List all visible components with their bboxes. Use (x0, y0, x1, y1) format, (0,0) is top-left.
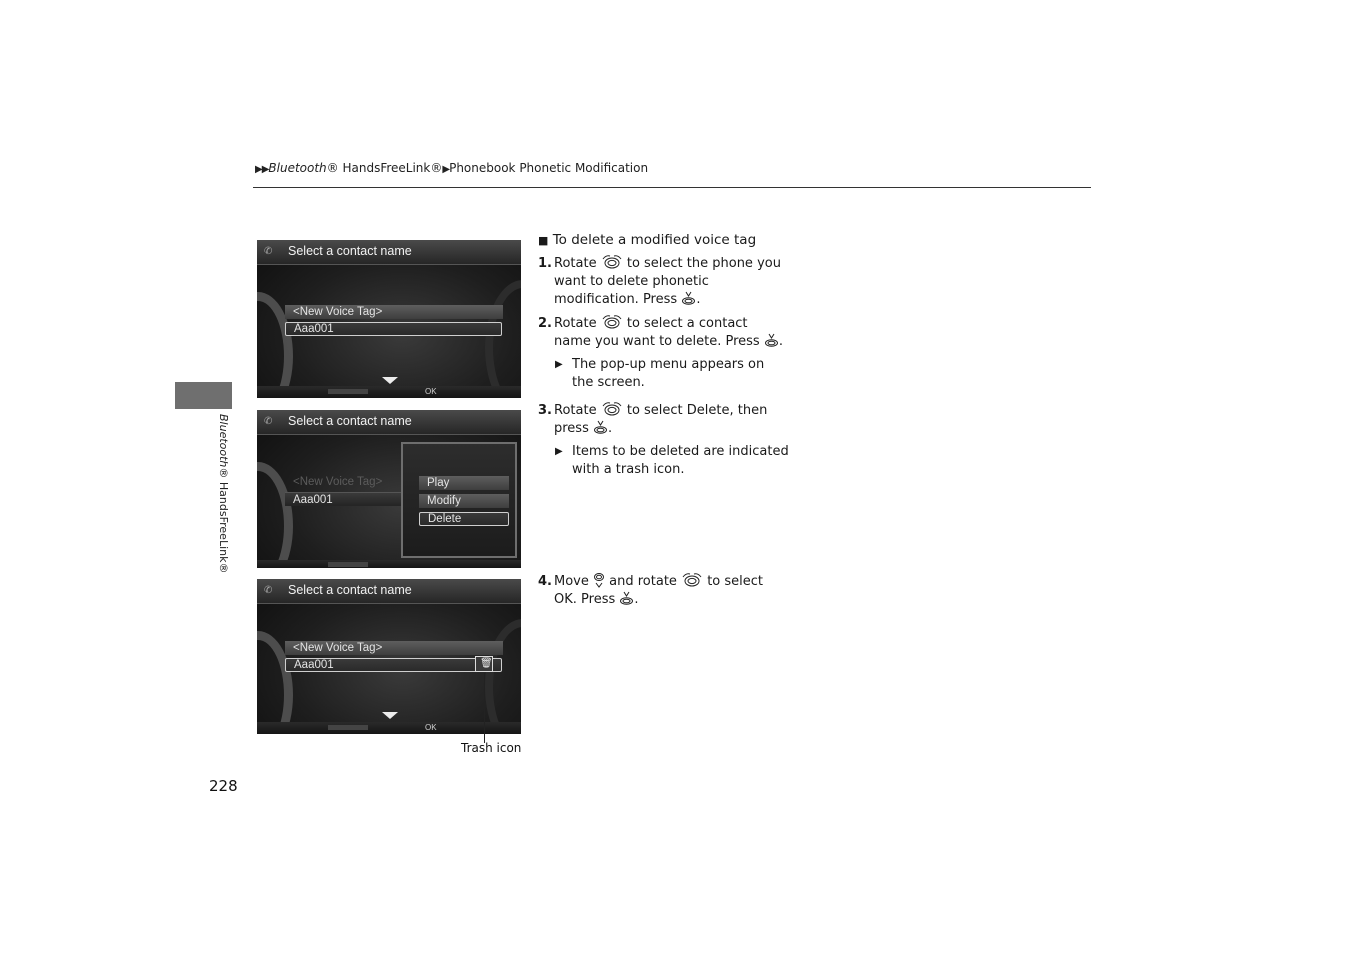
scroll-down-icon (382, 712, 398, 719)
interface-dial-rotate-icon (601, 255, 623, 269)
result-arrow-icon: ▶ (555, 359, 563, 370)
screen-title: Select a contact name (288, 583, 412, 597)
step-text: modification. Press (554, 292, 678, 307)
step-number: 3. (538, 403, 552, 418)
phone-status-icon: ✆ (264, 585, 273, 596)
list-item[interactable]: <New Voice Tag> (285, 305, 503, 319)
step-text: and rotate (609, 574, 677, 589)
menu-item-modify[interactable]: Modify (419, 494, 509, 508)
breadcrumb-arrow-icon: ▶▶ (255, 164, 269, 175)
menu-item-play[interactable]: Play (419, 476, 509, 490)
list-item[interactable]: <New Voice Tag> (285, 641, 503, 655)
ok-label: OK (425, 723, 437, 732)
step-text: press (554, 421, 589, 436)
section-heading (538, 231, 756, 250)
chapter-tab-label-italic: Bluetooth (217, 414, 230, 468)
screen-select-contact-2 (257, 410, 521, 568)
step-text: . (634, 592, 639, 607)
step-3-result (555, 443, 789, 479)
bottom-bar-label (328, 389, 368, 394)
list-item-selected[interactable]: Aaa001 (285, 322, 502, 336)
screen-select-contact-3 (257, 579, 521, 734)
trash-icon: 🗑 (475, 656, 493, 672)
interface-dial-press-icon (764, 333, 779, 347)
step-1 (538, 255, 781, 309)
screen-title-bar (257, 579, 521, 604)
interface-dial-rotate-icon (601, 315, 623, 329)
screen-bottom-bar (257, 560, 521, 568)
step-number: 4. (538, 574, 552, 589)
heading-square-icon: ■ (538, 234, 549, 247)
bottom-bar-label (328, 562, 368, 567)
step-text-emphasis: Delete (686, 403, 730, 418)
result-text: with a trash icon. (572, 462, 685, 477)
step-text: to select (626, 403, 683, 418)
result-arrow-icon: ▶ (555, 446, 563, 457)
phone-status-icon: ✆ (264, 246, 273, 257)
list-item-selected[interactable]: Aaa001 (285, 492, 403, 506)
step-text: name you want to delete. Press (554, 334, 760, 349)
step-text: , then (729, 403, 768, 418)
screen-select-contact-1 (257, 240, 521, 398)
screen-title-bar (257, 410, 521, 435)
screen-bottom-bar (257, 386, 521, 398)
chapter-tab (175, 382, 232, 409)
step-number: 2. (538, 316, 552, 331)
chapter-tab-label (211, 414, 231, 584)
breadcrumb-handsfreelink: ® HandsFreeLink® (326, 161, 443, 175)
step-text: . (608, 421, 613, 436)
step-text: want to delete phonetic (554, 274, 709, 289)
result-text: Items to be deleted are indicated (572, 444, 789, 459)
popup-menu (401, 442, 517, 558)
result-text: The pop-up menu appears on (572, 357, 765, 372)
step-text: . (696, 292, 701, 307)
step-2-result (555, 356, 764, 392)
screen-bottom-bar (257, 722, 521, 734)
header-divider (253, 187, 1091, 188)
interface-dial-rotate-icon (601, 402, 623, 416)
decorative-arc (485, 619, 521, 734)
step-2 (538, 315, 783, 351)
interface-dial-rotate-icon (681, 573, 703, 587)
screen-title: Select a contact name (288, 244, 412, 258)
screen-title-bar (257, 240, 521, 265)
step-text: OK. Press (554, 592, 616, 607)
step-text: Rotate (554, 316, 597, 331)
breadcrumb-bluetooth: Bluetooth (268, 161, 327, 175)
scroll-down-icon (382, 377, 398, 384)
breadcrumb (255, 161, 648, 175)
callout-leader-line (484, 673, 485, 743)
screen-title: Select a contact name (288, 414, 412, 428)
chapter-tab-label-rest: ® HandsFreeLink® (217, 467, 230, 574)
breadcrumb-arrow-icon: ▶ (442, 164, 450, 175)
page-number: 228 (209, 777, 238, 795)
step-text: to select a contact (626, 316, 748, 331)
result-text: the screen. (572, 375, 645, 390)
menu-item-delete[interactable]: Delete (419, 512, 509, 526)
step-number: 1. (538, 256, 552, 271)
list-item-selected[interactable]: Aaa001 (285, 658, 502, 672)
step-3 (538, 402, 767, 438)
step-text: Move (554, 574, 589, 589)
phone-status-icon: ✆ (264, 416, 273, 427)
interface-dial-move-down-icon (593, 572, 605, 588)
list-item[interactable]: <New Voice Tag> (293, 476, 383, 488)
bottom-bar-label (328, 725, 368, 730)
breadcrumb-current: Phonebook Phonetic Modification (449, 161, 649, 175)
step-text: to select (707, 574, 764, 589)
interface-dial-press-icon (619, 591, 634, 605)
step-text: . (778, 334, 783, 349)
step-text: to select the phone you (626, 256, 781, 271)
ok-label: OK (425, 387, 437, 396)
section-heading-text: To delete a modified voice tag (552, 232, 757, 248)
interface-dial-press-icon (593, 420, 608, 434)
interface-dial-press-icon (681, 291, 696, 305)
trash-icon-caption: Trash icon (461, 741, 522, 755)
decorative-arc (485, 280, 521, 398)
step-text: Rotate (554, 256, 597, 271)
step-4 (538, 572, 763, 609)
step-text: Rotate (554, 403, 597, 418)
